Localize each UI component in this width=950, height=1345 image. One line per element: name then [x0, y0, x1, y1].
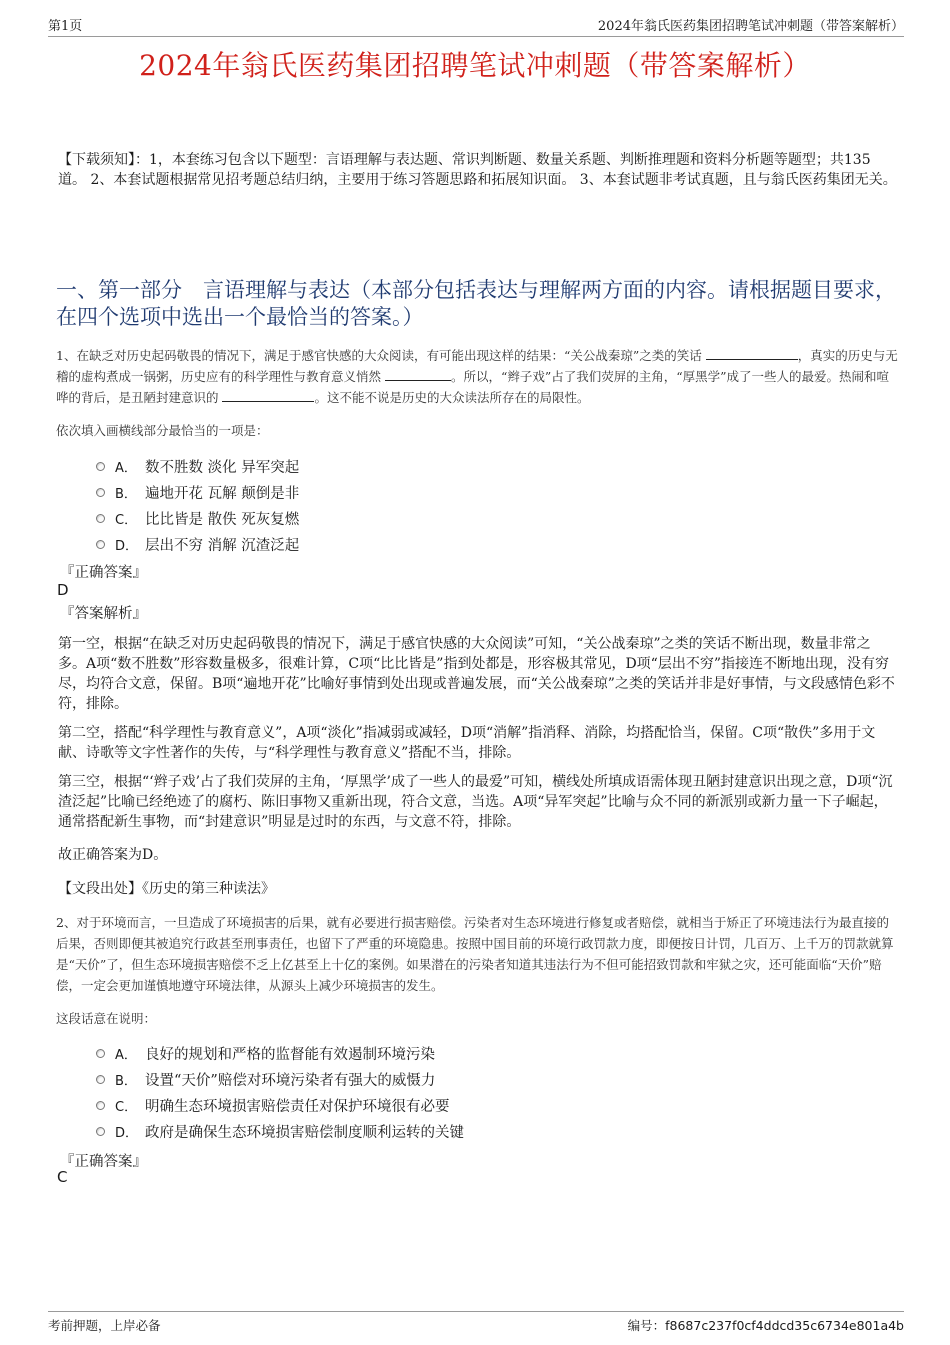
page-footer [48, 1311, 904, 1338]
blank-3 [222, 389, 314, 402]
footer-code [628, 1316, 904, 1338]
footer-code-label: 编号： [627, 1318, 666, 1333]
question-2-stem: 2、对于环境而言，一旦造成了环境损害的后果，就有必要进行损害赔偿。污染者对生态环境进行修复或者赔偿，就相当于矫正了环境违法行为最直接的后果，否则即便其被追究行政甚至刑事责任，也留下了严重的环境隐患。按照中国目前的环境行政罚款力度，即便按日计罚，几百万、上千万的罚款就算是“天价”了，但生态环境损害赔偿不乏上亿甚至上十亿的案例。如果潜在的污染者知道其违法行为不但可能招致罚款和牢狱之灾，还可能面临“天价”赔偿，一定会更加谨慎地遵守环境法律，从源头上减少环境损害的发生。 [56, 915, 894, 993]
radio-icon[interactable] [96, 1075, 105, 1084]
q2-answer: C [57, 1168, 68, 1186]
q1-stem-part4: 。这不能不说是历史的大众读法所存在的局限性。 [314, 390, 590, 405]
footer-slogan: 考前押题，上岸必备 [48, 1318, 161, 1333]
radio-icon[interactable] [96, 1101, 105, 1110]
page-number: 第1页 [48, 19, 83, 34]
radio-icon[interactable] [96, 488, 105, 497]
question-1-options [96, 453, 299, 557]
q1-analysis-paragraph-3: 第三空，根据“‘辫子戏’占了我们荧屏的主角，‘厚黑学’成了一些人的最爱”可知，横线处所填成语需体现丑陋封建意识出现之意，D项“沉渣泛起”比喻已经绝迹了的腐朽、陈旧事物又重新出现，符合文意，当选。A项“异军突起”比喻与众不同的新派别或新力量一下子崛起，通常搭配新生事物，而“封建意识”明显是过时的东西，与文意不符，排除。 [58, 774, 893, 830]
blank-1 [706, 347, 798, 360]
header-doc-title: 2024年翁氏医药集团招聘笔试冲刺题（带答案解析） [597, 19, 904, 34]
question-1-prompt: 依次填入画横线部分最恰当的一项是： [56, 423, 269, 438]
question-1-stem [56, 345, 898, 408]
q1-stem-part2: ，真实的历史与无稽的虚构煮成一锅粥，历史应有的科学理性与教育意义悄然 [56, 348, 898, 384]
q1-stem-part1: 1、在缺乏对历史起码敬畏的情况下，满足于感官快感的大众阅读，有可能出现这样的结果：“关公战秦琼”之类的笑话 [56, 348, 706, 363]
q2-option-c[interactable]: C． 明确生态环境损害赔偿责任对保护环境很有必要 [96, 1092, 464, 1118]
radio-icon[interactable] [96, 540, 105, 549]
radio-icon[interactable] [96, 1049, 105, 1058]
q1-analysis-label: 『答案解析』 [60, 606, 147, 622]
q1-analysis-paragraph-1: 第一空，根据“在缺乏对历史起码敬畏的情况下，满足于感官快感的大众阅读”可知，“关公战秦琼”之类的笑话不断出现，数量非常之多。A项“数不胜数”形容数量极多，很难计算，C项“比比皆是”指到处都是，形容极其常见，D项“层出不穷”指接连不断地出现，没有穷尽，均符合文意，保留。B项“遍地开花”比喻好事情到处出现或普遍发展，而“关公战秦琼”之类的笑话并非是好事情，与文段感情色彩不符，排除。 [58, 636, 895, 712]
q1-source: 【文段出处】《历史的第三种读法》 [58, 881, 275, 897]
q1-option-a[interactable]: A． 数不胜数 淡化 异军突起 [96, 453, 299, 479]
radio-icon[interactable] [96, 514, 105, 523]
q2-option-b[interactable]: B． 设置“天价”赔偿对环境污染者有强大的威慑力 [96, 1066, 464, 1092]
q1-stem-part3: 。所以，“辫子戏”占了我们荧屏的主角，“厚黑学”成了一些人的最爱。热闹和喧哗的背后，是丑陋封建意识的 [56, 369, 890, 405]
section-title: 一、第一部分 言语理解与表达（本部分包括表达与理解两方面的内容。请根据题目要求，在四个选项中选出一个最恰当的答案。） [56, 278, 896, 329]
q2-answer-label: 『正确答案』 [60, 1154, 147, 1170]
question-2-options [96, 1040, 464, 1144]
download-notice: 【下载须知】：1，本套练习包含以下题型：言语理解与表达题、常识判断题、数量关系题、判断推理题和资料分析题等题型；共135道。 2、本套试题根据常见招考题总结归纳，主要用于练习答题思路和拓展知识面。 3、本套试题非考试真题，且与翁氏医药集团无关。 [58, 152, 897, 188]
q1-option-b[interactable]: B． 遍地开花 瓦解 颠倒是非 [96, 479, 299, 505]
footer-code-value: f8687c237f0cf4ddcd35c6734e801a4b [665, 1318, 904, 1333]
q1-answer-label: 『正确答案』 [60, 565, 147, 581]
q1-analysis-paragraph-2: 第二空，搭配“科学理性与教育意义”，A项“淡化”指减弱或减轻，D项“消解”指消释、消除，均搭配恰当，保留。C项“散佚”多用于文献、诗歌等文字性著作的失传，与“科学理性与教育意义”搭配不当，排除。 [58, 725, 876, 761]
q1-analysis-conclusion: 故正确答案为D。 [58, 847, 168, 863]
document-title: 2024年翁氏医药集团招聘笔试冲刺题（带答案解析） [139, 49, 811, 82]
page-header [48, 14, 904, 37]
radio-icon[interactable] [96, 1127, 105, 1136]
q1-option-c[interactable]: C． 比比皆是 散佚 死灰复燃 [96, 505, 299, 531]
q1-option-d[interactable]: D． 层出不穷 消解 沉渣泛起 [96, 531, 299, 557]
question-2-prompt: 这段话意在说明： [56, 1011, 157, 1026]
q2-option-d[interactable]: D． 政府是确保生态环境损害赔偿制度顺利运转的关键 [96, 1118, 464, 1144]
radio-icon[interactable] [96, 462, 105, 471]
blank-2 [385, 368, 451, 381]
q2-option-a[interactable]: A． 良好的规划和严格的监督能有效遏制环境污染 [96, 1040, 464, 1066]
q1-answer: D [57, 581, 69, 599]
